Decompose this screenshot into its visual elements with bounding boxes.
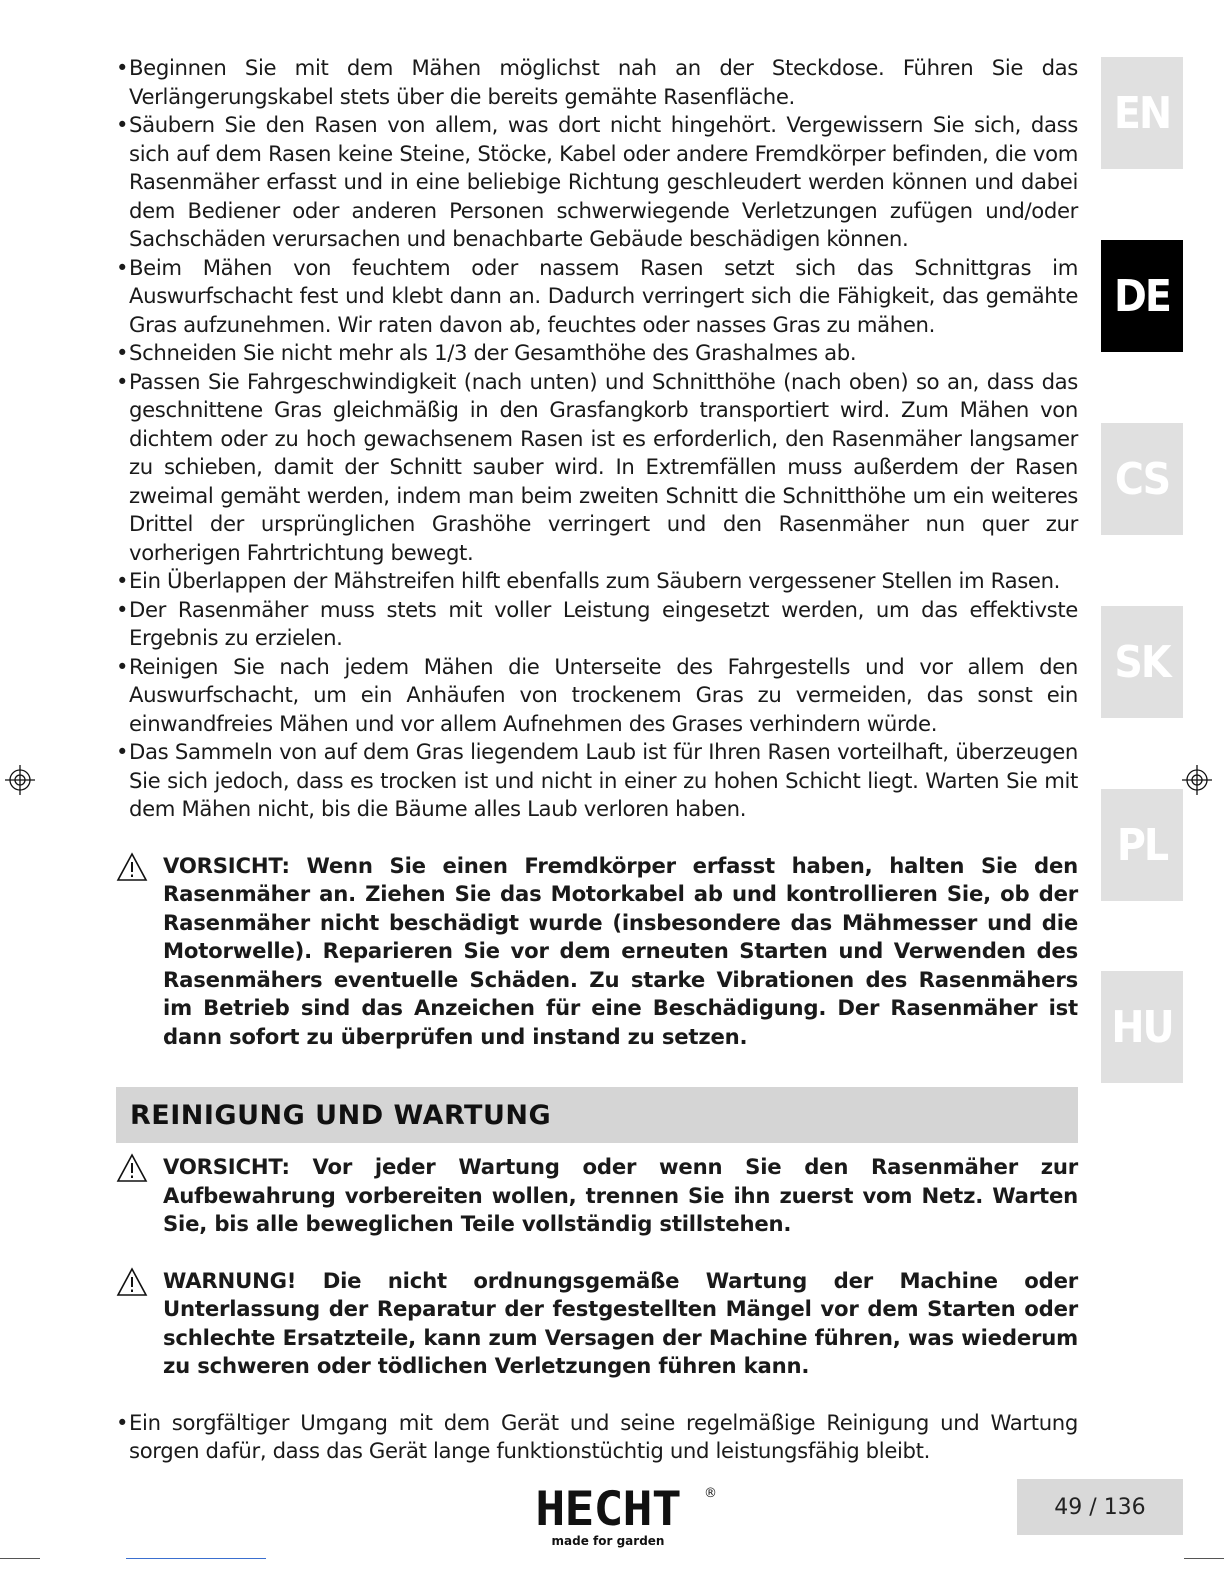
list-item: • Schneiden Sie nicht mehr als 1/3 der Gesamthöhe des Grashalmes ab. [116,339,1078,368]
list-item: • Säubern Sie den Rasen von allem, was dort nicht hingehört. Vergewissern Sie sich, dass sich auf dem Rasen keine Steine, Stöcke, Kabel oder andere Fremdkörper befinden, die vom Rasenmäher erfasst und in eine beliebige Richtung geschleudert werden können und dabei dem Bediener oder anderen Personen schwerwiegende Verletzungen zufügen und/oder Sachschäden verursachen und benachbarte Gebäude beschädigen können. [116,111,1078,254]
list-item: • Reinigen Sie nach jedem Mähen die Unterseite des Fahrgestells und vor allem den Auswurfschacht, um ein Anhäufen von trockenem Gras zu vermeiden, das sonst ein einwandfreies Mähen und vor allem Aufnehmen des Grases verhindern würde. [116,653,1078,739]
main-content [116,54,1078,1466]
warning-text: WARNUNG! Die nicht ordnungsgemäße Wartung der Machine oder Unterlassung der Reparatur der festgestellten Mängel vor dem Starten oder schlechte Ersatzteile, kann zum Versagen der Machine führen, was wiederum zu schweren oder tödlichen Verletzungen führen kann. [163,1267,1078,1378]
footer-rule [1184,1558,1224,1559]
warning-triangle-icon [116,1153,148,1183]
caution-text: VORSICHT: Vor jeder Wartung oder wenn Sie den Rasenmäher zur Aufbewahrung vorbereiten wollen, trennen Sie ihn zuerst vom Netz. Warten Sie, bis alle beweglichen Teile vollständig stillstehen. [163,1154,1078,1236]
tab-hu[interactable]: HU [1101,971,1183,1083]
registration-mark-icon [1182,765,1212,795]
tab-pl[interactable]: PL [1101,789,1183,901]
warning-maintenance [116,1267,1078,1381]
warning-triangle-icon [116,852,148,882]
caution-text: VORSICHT: Wenn Sie einen Fremdkörper erfasst haben, halten Sie den Rasenmäher an. Ziehen Sie das Motorkabel ab und kontrollieren Sie, ob der Rasenmäher nicht beschädigt wurde (insbesondere das Mähmesser und die Motorwelle). Reparieren Sie vor dem erneuten Starten und Verwenden des Rasenmähers eventuelle Schäden. Zu starke Vibrationen des Rasenmähers im Betrieb sind das Anzeichen für eine Beschädigung. Der Rasenmäher ist dann sofort zu überprüfen und instand zu setzen. [163,852,1078,1049]
list-item: • Der Rasenmäher muss stets mit voller Leistung eingesetzt werden, um das effektivste Ergebnis zu erzielen. [116,596,1078,653]
list-item: • Ein Überlappen der Mähstreifen hilft ebenfalls zum Säubern vergessener Stellen im Rasen. [116,567,1078,596]
tips-list [116,54,1078,824]
footer-rule [0,1558,40,1559]
caution-maintenance [116,1153,1078,1239]
list-item: • Das Sammeln von auf dem Gras liegendem Laub ist für Ihren Rasen vorteilhaft, überzeugen Sie sich jedoch, dass es trocken ist und nicht in einer zu hohen Schicht liegt. Warten Sie mit dem Mähen nicht, bis die Bäume alles Laub verloren haben. [116,738,1078,824]
maintenance-list [116,1409,1078,1466]
logo-tagline: made for garden [551,1534,665,1548]
logo-wordmark: HECHT [535,1481,681,1537]
list-item: • Beim Mähen von feuchtem oder nassem Rasen setzt sich das Schnittgras im Auswurfschacht fest und klebt dann an. Dadurch verringert sich die Fähigkeit, das gemähte Gras aufzunehmen. Wir raten davon ab, feuchtes oder nasses Gras zu mähen. [116,254,1078,340]
tab-en[interactable]: EN [1101,57,1183,169]
footer-link-rule [126,1558,266,1559]
registration-mark-icon [5,765,35,795]
tab-sk[interactable]: SK [1101,606,1183,718]
list-item: • Passen Sie Fahrgeschwindigkeit (nach unten) und Schnitthöhe (nach oben) so an, dass das geschnittene Gras gleichmäßig in den Grasfangkorb transportiert wird. Zum Mähen von dichtem oder zu hoch gewachsenem Rasen ist es erforderlich, den Rasenmäher langsamer zu schieben, damit der Schnitt sauber wird. In Extremfällen muss außerdem der Rasen zweimal gemäht werden, indem man beim zweiten Schnitt die Schnitthöhe um ein weiteres Drittel der ursprünglichen Grashöhe verringert und den Rasenmäher nun quer zur vorherigen Fahrtrichtung bewegt. [116,368,1078,568]
caution-foreign-object [116,852,1078,1052]
list-item: • Ein sorgfältiger Umgang mit dem Gerät und seine regelmäßige Reinigung und Wartung sorgen dafür, dass das Gerät lange funktionstüchtig und leistungsfähig bleibt. [116,1409,1078,1466]
tab-cs[interactable]: CS [1101,423,1183,535]
page-number: 49 / 136 [1017,1479,1183,1535]
warning-triangle-icon [116,1267,148,1297]
logo-registered: ® [704,1486,717,1501]
list-item: • Beginnen Sie mit dem Mähen möglichst nah an der Steckdose. Führen Sie das Verlängerungskabel stets über die bereits gemähte Rasenfläche. [116,54,1078,111]
section-title: REINIGUNG UND WARTUNG [116,1087,1078,1143]
tab-de[interactable]: DE [1101,240,1183,352]
brand-logo [496,1481,720,1552]
